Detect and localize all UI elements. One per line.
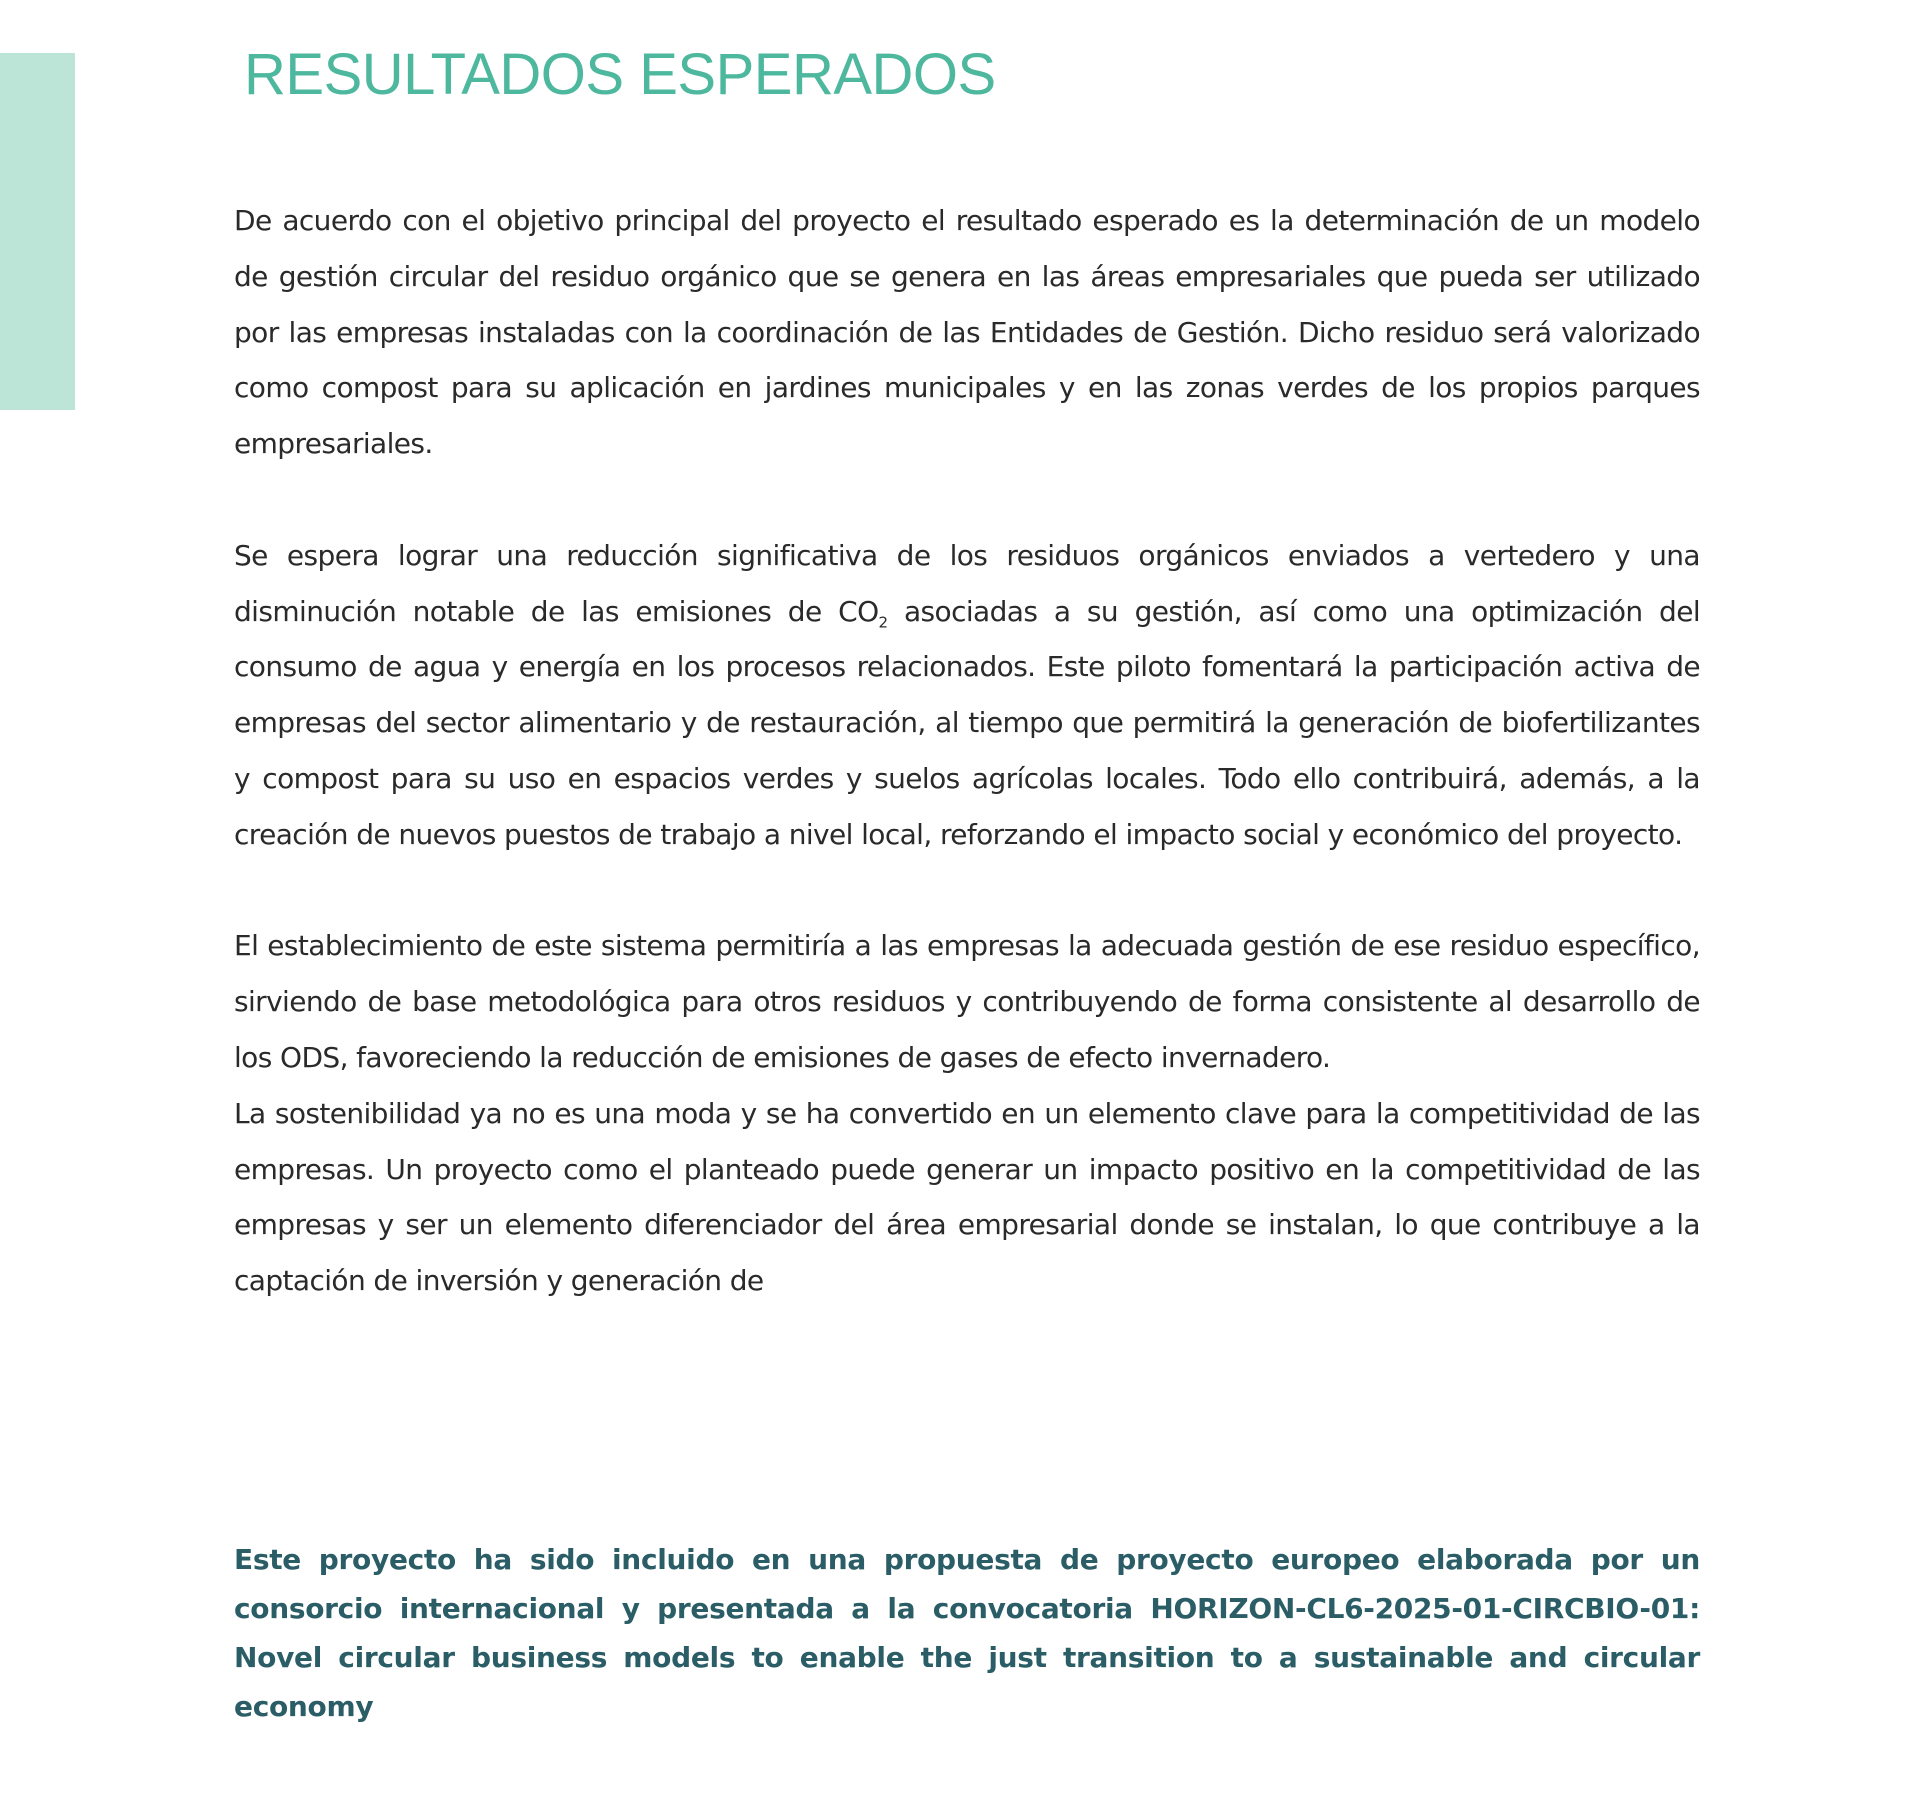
paragraph-1: De acuerdo con el objetivo principal del proyecto el resultado esperado es la determinación de un modelo de gestión circular del residuo orgánico que se genera en las áreas empresariales que pueda ser utilizado por las empresas instaladas con la coordinación de las Entidades de Gestión. Dicho residuo será valorizado como compost para su aplicación en jardines municipales y en las zonas verdes de los propios parques empresariales. (234, 204, 1700, 461)
co2-subscript: 2 (878, 613, 888, 632)
paragraph-3: El establecimiento de este sistema permitiría a las empresas la adecuada gestión de ese residuo específico, sirviendo de base metodológica para otros residuos y contribuyendo de forma consistente al desarrollo de los ODS, favoreciendo la reducción de emisiones de gases de efecto invernadero. (234, 929, 1700, 1074)
funding-note: Este proyecto ha sido incluido en una propuesta de proyecto europeo elaborada por un consorcio internacional y presentada a la convocatoria HORIZON-CL6-2025-01-CIRCBIO-01: Novel circular business models to enable the just transition to a sustainable and circular economy (234, 1543, 1700, 1723)
paragraph-4: La sostenibilidad ya no es una moda y se ha convertido en un elemento clave para la competitividad de las empresas. Un proyecto como el planteado puede generar un impacto positivo en la competitividad de las empresas y ser un elemento diferenciador del área empresarial donde se instalan, lo que contribuye a la captación de inversión y generación de (234, 1096, 1700, 1298)
page-title: RESULTADOS ESPERADOS (244, 42, 996, 107)
paragraph-2-start: Se espera lograr una reducción significativa de los residuos orgánicos enviados a vertedero y una disminución notable de las emisiones de CO (234, 538, 1700, 628)
body-text (234, 193, 1700, 1309)
paragraph-2 (234, 528, 1700, 863)
side-accent-bar (0, 53, 75, 410)
paragraph-2-end: asociadas a su gestión, así como una optimización del consumo de agua y energía en los procesos relacionados. Este piloto fomentará la participación activa de empresas del sector alimentario y de restauración, al tiempo que permitirá la generación de biofertilizantes y compost para su uso en espacios verdes y suelos agrícolas locales. Todo ello contribuirá, además, a la creación de nuevos puestos de trabajo a nivel local, reforzando el impacto social y económico del proyecto. (234, 594, 1700, 851)
